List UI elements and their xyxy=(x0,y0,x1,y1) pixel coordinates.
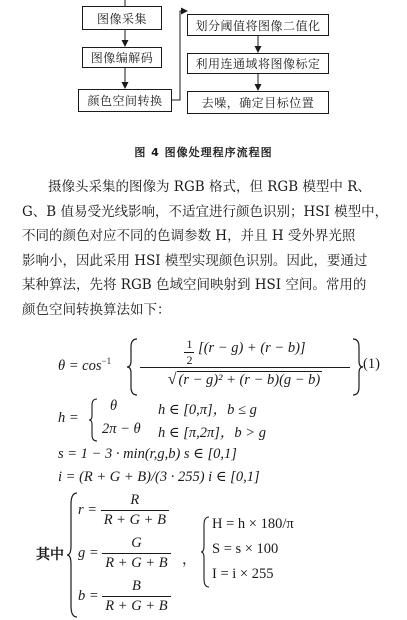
where-b: b = $\frac{B}{R + G + B}$ xyxy=(78,578,171,618)
flow-step-denoise xyxy=(187,91,329,114)
paragraph-line: 颜色空间转换算法如下： xyxy=(22,301,171,318)
body-paragraph xyxy=(22,175,398,322)
flow-step-label: 划分阈值将图像二值化 xyxy=(195,18,321,33)
paragraph-line: G、B 值易受光线影响，不适宜进行颜色识别；HSI 模型中， xyxy=(22,203,389,220)
flow-step-label-regions xyxy=(187,53,329,74)
flow-step-capture xyxy=(82,6,162,30)
equation-i: i = (R + G + B)/(3 · 255) i ∈ [0,1] xyxy=(58,469,260,485)
eq-h-case2-condition: h ∈ [π,2π]，b > g xyxy=(158,425,266,441)
where-g: g = $\frac{G}{R + G + B}$ xyxy=(78,535,171,575)
left-brace-icon xyxy=(66,492,78,618)
left-brace-icon xyxy=(126,337,138,397)
eq-theta-denominator: (r − g)² + (r − b)(g − b) xyxy=(178,372,321,388)
equation-s: s = 1 − 3 · min(r,g,b) s ∈ [0,1] xyxy=(58,446,237,462)
flow-step-label: 去噪，确定目标位置 xyxy=(201,96,315,110)
flow-step-threshold xyxy=(187,14,329,36)
eq-theta-fraction xyxy=(140,339,350,389)
eq-theta-sup: −1 xyxy=(101,356,112,366)
connector-cross xyxy=(172,11,187,100)
eq-h-case1-value: θ xyxy=(110,398,118,414)
figure-caption: 图 4 图像处理程序流程图 xyxy=(134,146,273,159)
equation-number: (1) xyxy=(363,356,380,372)
equation-h xyxy=(58,398,388,442)
equation-theta xyxy=(58,337,398,397)
where-H: H = h × 180/π xyxy=(212,516,294,532)
left-brace-icon xyxy=(200,516,210,588)
where-r: r = $\frac{R}{R + G + B}$ xyxy=(78,492,169,532)
flow-step-label: 图像采集 xyxy=(96,11,147,26)
flow-step-label: 利用连通域将图像标定 xyxy=(195,57,321,71)
half-fraction: $\frac{1}{2}$ xyxy=(186,337,193,367)
flow-step-codec xyxy=(82,47,162,68)
where-I: I = i × 255 xyxy=(212,566,274,582)
eq-h-case1-condition: h ∈ [0,π]，b ≤ g xyxy=(158,402,257,418)
left-brace-icon xyxy=(88,398,98,442)
where-block xyxy=(22,492,402,618)
where-label: 其中 xyxy=(36,547,64,563)
flow-step-label: 颜色空间转换 xyxy=(87,94,163,108)
paragraph-line: 某种算法，先将 RGB 色域空间映射到 HSI 空间。常用的 xyxy=(22,277,367,293)
eq-h-case2-value: 2π − θ xyxy=(102,421,141,437)
where-S: S = s × 100 xyxy=(212,541,279,557)
eq-theta-numerator: [(r − g) + (r − b)] xyxy=(198,339,306,356)
paragraph-line: 不同的颜色对应不同的色调参数 H，并且 H 受外界光照 xyxy=(22,228,356,244)
sqrt-icon: √ xyxy=(167,371,177,388)
where-comma: ， xyxy=(182,552,197,568)
flow-step-label: 图像编解码 xyxy=(90,51,154,65)
eq-h-lhs: h = xyxy=(58,410,79,426)
eq-theta-lhs: θ = cos xyxy=(58,357,102,374)
paragraph-line: 影响小，因此采用 HSI 模型实现颜色识别。因此，要通过 xyxy=(22,252,368,269)
flow-step-color-convert xyxy=(78,89,172,112)
paragraph-line: 摄像头采集的图像为 RGB 格式，但 RGB 模型中 R、 xyxy=(48,179,371,195)
